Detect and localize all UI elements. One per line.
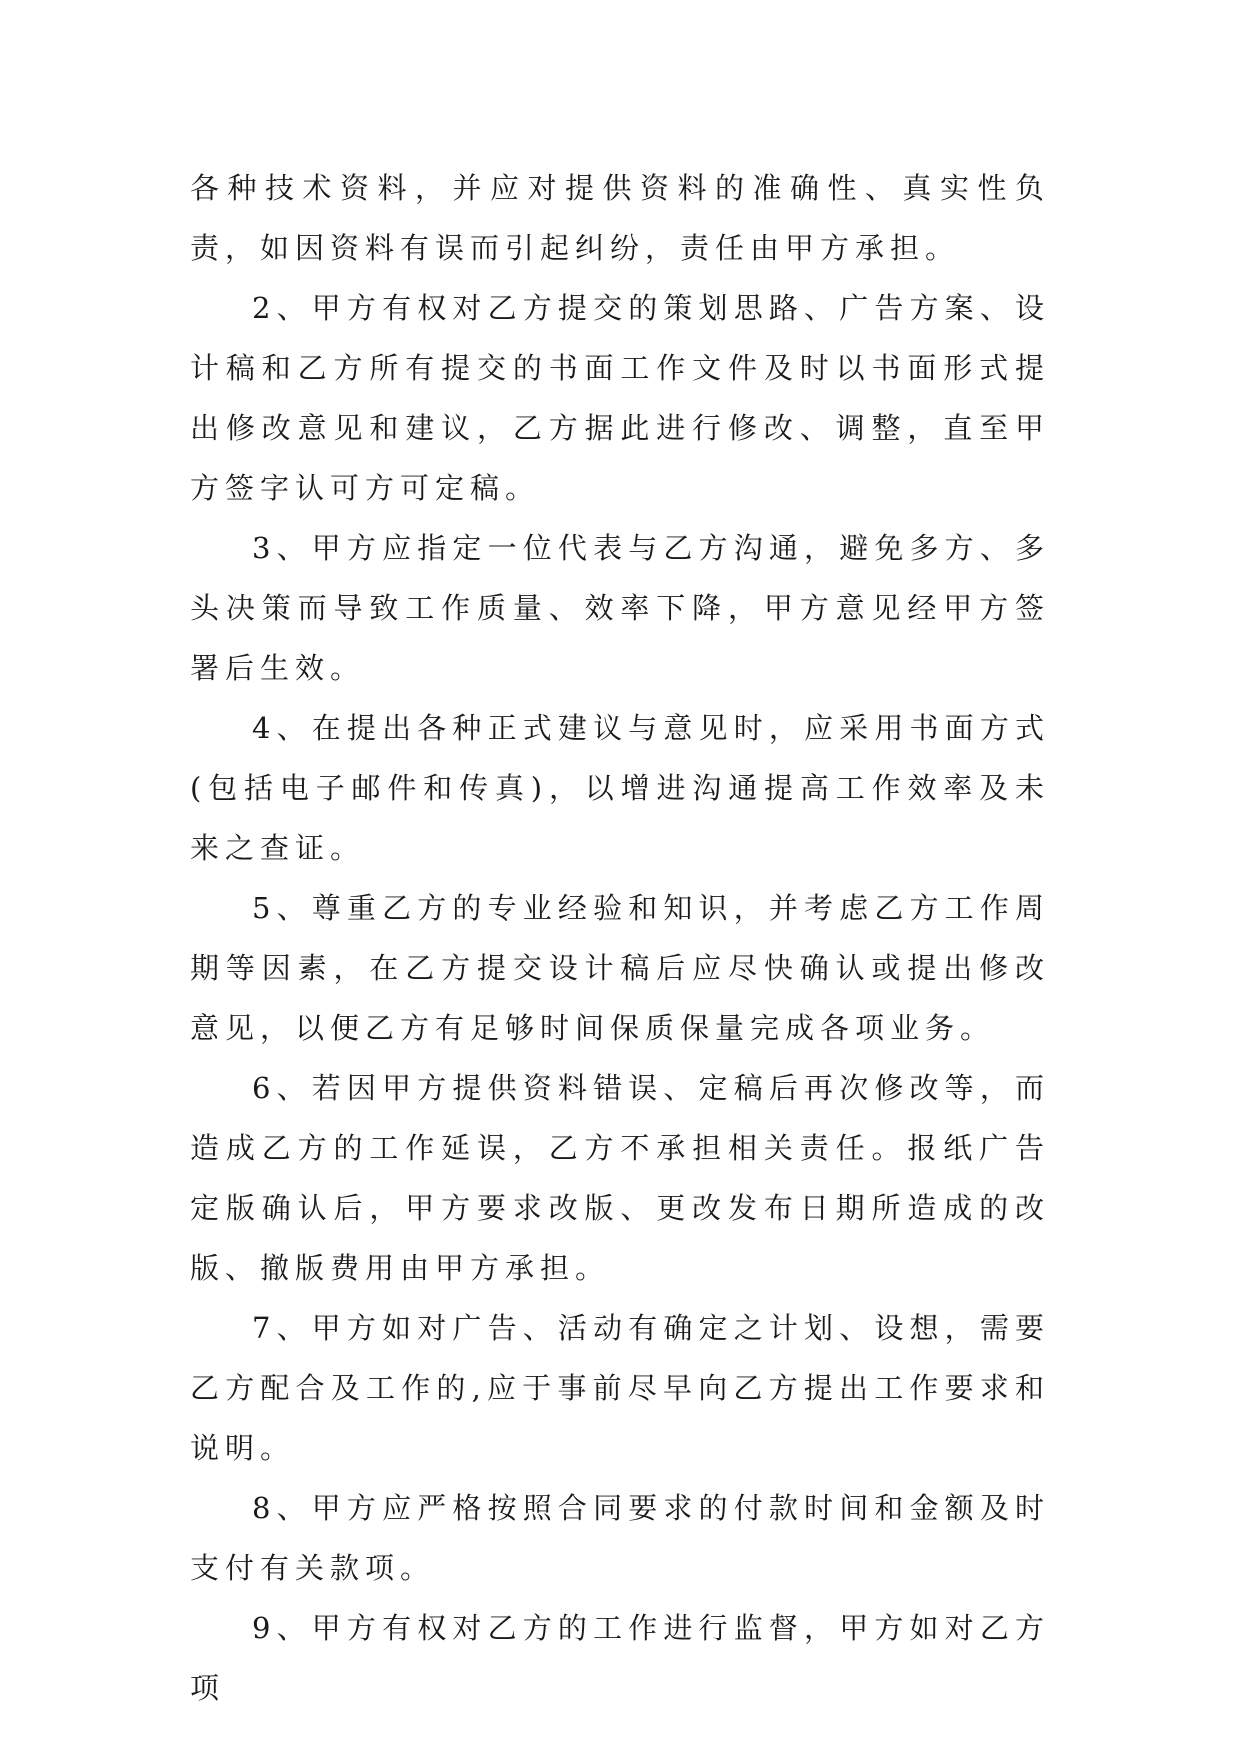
paragraph-item-8: 8、甲方应严格按照合同要求的付款时间和金额及时支付有关款项。 [190, 1491, 1050, 1585]
document-body [190, 158, 1050, 1718]
paragraph-item-5: 5、尊重乙方的专业经验和知识，并考虑乙方工作周期等因素，在乙方提交设计稿后应尽快确认或提出修改意见，以便乙方有足够时间保质保量完成各项业务。 [190, 891, 1050, 1045]
paragraph-item-9: 9、甲方有权对乙方的工作进行监督，甲方如对乙方项 [190, 1611, 1050, 1705]
paragraph-item-6: 6、若因甲方提供资料错误、定稿后再次修改等，而造成乙方的工作延误，乙方不承担相关责任。报纸广告定版确认后，甲方要求改版、更改发布日期所造成的改版、撤版费用由甲方承担。 [190, 1071, 1050, 1285]
paragraph-continuation: 各种技术资料，并应对提供资料的准确性、真实性负责，如因资料有误而引起纠纷，责任由甲方承担。 [190, 171, 1050, 265]
paragraph-item-2: 2、甲方有权对乙方提交的策划思路、广告方案、设计稿和乙方所有提交的书面工作文件及时以书面形式提出修改意见和建议，乙方据此进行修改、调整，直至甲方签字认可方可定稿。 [190, 291, 1050, 505]
paragraph-item-7: 7、甲方如对广告、活动有确定之计划、设想，需要乙方配合及工作的,应于事前尽早向乙方提出工作要求和说明。 [190, 1311, 1050, 1465]
paragraph-item-4: 4、在提出各种正式建议与意见时，应采用书面方式(包括电子邮件和传真)，以增进沟通提高工作效率及未来之查证。 [190, 711, 1050, 865]
paragraph-item-3: 3、甲方应指定一位代表与乙方沟通，避免多方、多头决策而导致工作质量、效率下降，甲方意见经甲方签署后生效。 [190, 531, 1050, 685]
